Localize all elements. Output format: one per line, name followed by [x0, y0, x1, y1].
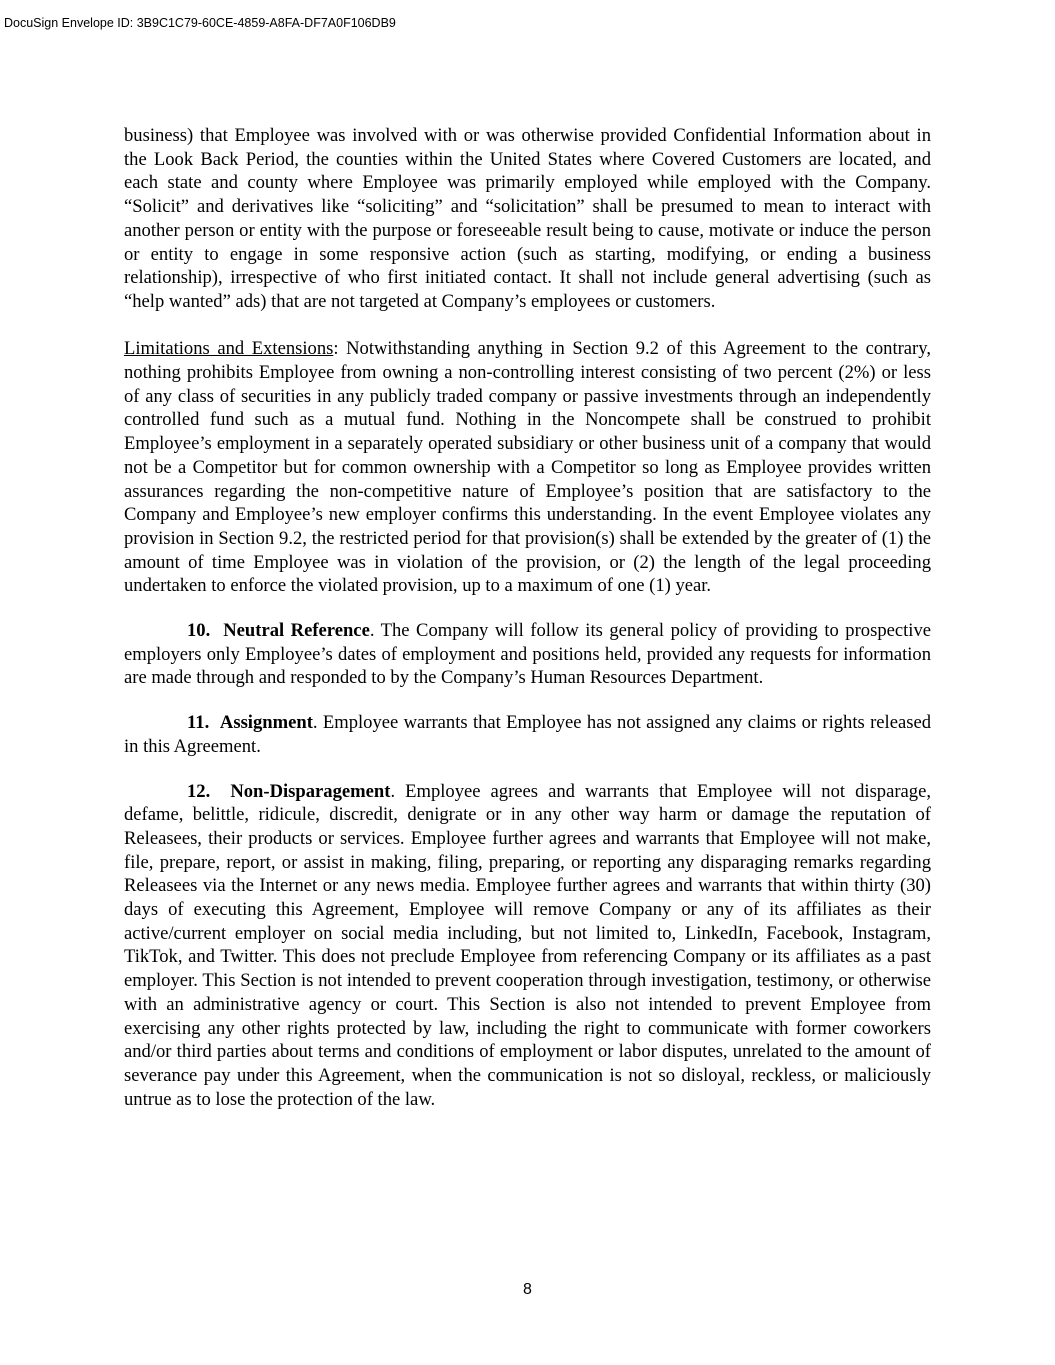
document-body: [124, 124, 931, 1111]
section-11-assignment: [124, 711, 931, 758]
section-12-number: 12.: [187, 780, 211, 802]
section-11-number: 11.: [187, 712, 210, 734]
paragraph-limitations-and-extensions: [124, 337, 931, 598]
section-12-non-disparagement: [124, 780, 931, 1112]
section-12-body: . Employee agrees and warrants that Employee will not disparage, defame, belittle, ridicule, discredit, denigrate or in any other way harm or damage the reputation of Releasees, their products or services. Employee further agrees and warrants that Employee will not make, file, prepare, report, or assist in making, filing, preparing, or reporting any disparaging remarks regarding Releasees via the Internet or any news media. Employee further agrees and warrants that within thirty (30) days of executing this Agreement, Employee will remove Company or any of its affiliates as their active/current employer on social media including, but not limited to, LinkedIn, Facebook, Instagram, TikTok, and Twitter. This does not preclude Employee from referencing Company or its affiliates as a past employer. This Section is not intended to prevent cooperation through investigation, testimony, or otherwise with an administrative agency or court. This Section is also not intended to prevent Employee from exercising any other rights protected by law, including the right to communicate with former coworkers and/or third parties about terms and conditions of employment or labor disputes, unrelated to the amount of severance pay under this Agreement, when the communication is not so disloyal, reckless, or maliciously untrue as to lose the protection of the law.: [124, 780, 931, 1110]
section-11-title: Assignment: [219, 712, 313, 734]
limitations-heading: Limitations and Extensions: [124, 338, 334, 360]
page-number: 8: [523, 1281, 532, 1298]
section-12-title: Non-Disparagement: [230, 780, 391, 802]
section-10-body: . The Company will follow its general policy of providing to prospective employers only Employee’s dates of employment and positions held, provided any requests for information are made through and responded to by the Company’s Human Resources Department.: [124, 620, 932, 689]
limitations-separator: :: [333, 338, 339, 360]
limitations-body: Notwithstanding anything in Section 9.2 of this Agreement to the contrary, nothing prohibits Employee from owning a non-controlling interest consisting of two percent (2%) or less of any class of securities in any publicly traded company or passive investments through an independently controlled fund such as a mutual fund. Nothing in the Noncompete shall be construed to prohibit Employee’s employment in a separately operated subsidiary or other business unit of a company that would not be a Competitor but for common ownership with a Competitor so long as Employee provides written assurances regarding the non-competitive nature of Employee’s position that are satisfactory to the Company and Employee’s new employer confirms this understanding. In the event Employee violates any provision in Section 9.2, the restricted period for that provision(s) shall be extended by the greater of (1) the amount of time Employee was in violation of the provision, or (2) the length of the legal proceeding undertaken to enforce the violated provision, up to a maximum of one (1) year.: [124, 338, 931, 597]
docusign-envelope-id: DocuSign Envelope ID: 3B9C1C79-60CE-4859-A8FA-DF7A0F106DB9: [4, 16, 396, 30]
section-10-title: Neutral Reference: [223, 620, 370, 642]
section-10-number: 10.: [187, 620, 211, 642]
paragraph-continuation: business) that Employee was involved with or was otherwise provided Confidential Information about in the Look Back Period, the counties within the United States where Covered Customers are located, and each state and county where Employee was primarily employed while employed with the Company. “Solicit” and derivatives like “soliciting” and “solicitation” shall be presumed to mean to interact with another person or entity with the purpose or foreseeable result being to cause, motivate or induce the person or entity to engage in some responsive action (such as starting, modifying, or ending a business relationship), irrespective of who first initiated contact. It shall not include general advertising (such as “help wanted” ads) that are not targeted at Company’s employees or customers.: [124, 125, 931, 312]
section-11-body: . Employee warrants that Employee has not assigned any claims or rights released in this Agreement.: [124, 712, 931, 757]
section-10-neutral-reference: [124, 619, 931, 690]
